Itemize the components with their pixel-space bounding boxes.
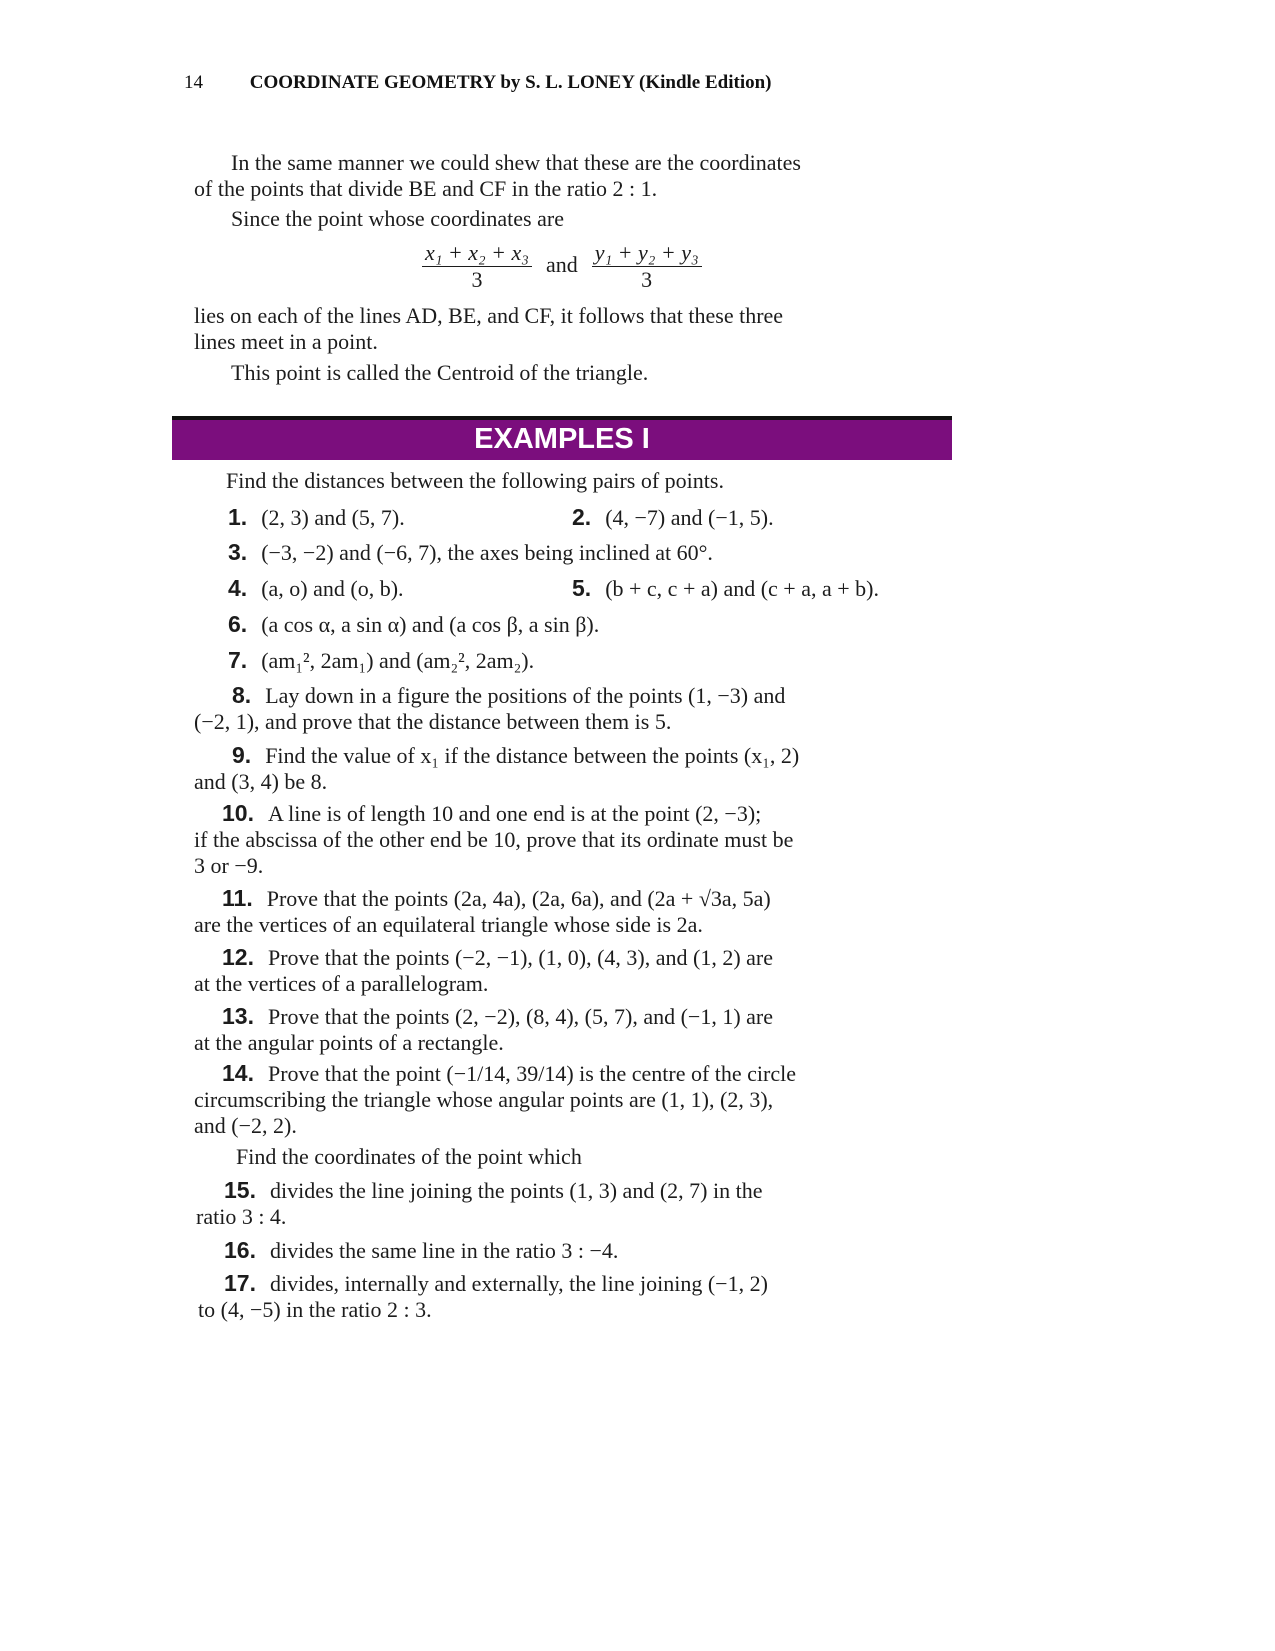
x-numerator: x₁ + x₂ + x₃	[422, 240, 532, 267]
question-number: 8.	[232, 682, 252, 708]
question-text: (a, o) and (o, b).	[261, 576, 404, 601]
question-number: 11.	[222, 885, 253, 911]
question-text: (4, −7) and (−1, 5).	[605, 505, 774, 530]
page-header	[184, 72, 772, 94]
question-line: at the vertices of a parallelogram.	[194, 971, 489, 996]
question-line: circumscribing the triangle whose angular points are (1, 1), (2, 3),	[194, 1087, 774, 1112]
question-number: 14.	[222, 1060, 254, 1086]
intro-line-4: lies on each of the lines AD, BE, and CF, it follows that these three	[194, 303, 784, 328]
question-number: 3.	[228, 539, 248, 565]
question-line: Find the value of x₁ if the distance between the points (x₁, 2)	[265, 743, 800, 768]
question-17	[198, 1270, 768, 1323]
examples-heading-2: Find the coordinates of the point which	[236, 1144, 582, 1169]
examples-banner	[172, 416, 952, 460]
question-number: 4.	[228, 575, 248, 601]
question-number: 7.	[228, 647, 248, 673]
page-number: 14	[184, 72, 203, 93]
book-title: COORDINATE GEOMETRY by S. L. LONEY (Kindle Edition)	[249, 72, 772, 93]
question-text: (a cos α, a sin α) and (a cos β, a sin β).	[261, 612, 600, 637]
question-number: 2.	[572, 504, 592, 530]
question-14	[194, 1060, 796, 1139]
question-line: Prove that the points (2a, 4a), (2a, 6a), and (2a + √3a, 5a)	[266, 886, 771, 911]
intro-line-1: In the same manner we could shew that these are the coordinates	[231, 150, 801, 175]
x-denominator: 3	[471, 267, 483, 292]
question-line: A line is of length 10 and one end is at the point (2, −3);	[267, 801, 762, 826]
intro-line-6: This point is called the Centroid of the triangle.	[231, 360, 649, 385]
question-2	[572, 504, 774, 531]
question-8	[194, 682, 785, 735]
question-number: 17.	[224, 1270, 256, 1296]
question-line: are the vertices of an equilateral triangle whose side is 2a.	[194, 912, 703, 937]
question-line: if the abscissa of the other end be 10, prove that its ordinate must be	[194, 827, 794, 852]
intro-line-3: Since the point whose coordinates are	[231, 206, 564, 231]
examples-banner-title: EXAMPLES I	[474, 423, 650, 455]
question-line: to (4, −5) in the ratio 2 : 3.	[198, 1297, 432, 1322]
intro-line-2: of the points that divide BE and CF in the ratio 2 : 1.	[194, 176, 658, 201]
question-number: 9.	[232, 742, 252, 768]
question-text: (2, 3) and (5, 7).	[261, 505, 405, 530]
question-line: (−2, 1), and prove that the distance between them is 5.	[194, 709, 672, 734]
centroid-formula	[422, 240, 702, 293]
question-number: 15.	[224, 1177, 256, 1203]
question-line: at the angular points of a rectangle.	[194, 1030, 504, 1055]
y-denominator: 3	[641, 267, 653, 292]
question-10	[194, 800, 793, 879]
question-line: 3 or −9.	[194, 853, 264, 878]
question-11	[194, 885, 771, 938]
question-line: Lay down in a figure the positions of the points (1, −3) and	[265, 683, 786, 708]
question-line: and (3, 4) be 8.	[194, 769, 328, 794]
question-3	[228, 539, 713, 566]
question-16	[224, 1237, 618, 1264]
y-numerator: y₁ + y₂ + y₃	[592, 240, 702, 267]
question-13	[194, 1003, 773, 1056]
question-number: 6.	[228, 611, 248, 637]
question-line: ratio 3 : 4.	[196, 1204, 287, 1229]
question-number: 16.	[224, 1237, 256, 1263]
formula-and: and	[545, 251, 578, 277]
examples-heading-1: Find the distances between the following pairs of points.	[226, 468, 724, 493]
question-number: 12.	[222, 944, 254, 970]
question-9	[194, 742, 799, 795]
question-line: Prove that the points (2, −2), (8, 4), (5, 7), and (−1, 1) are	[267, 1004, 774, 1029]
question-7	[228, 647, 534, 674]
question-line: Prove that the point (−1/14, 39/14) is the centre of the circle	[267, 1061, 797, 1086]
question-text: divides the same line in the ratio 3 : −4.	[269, 1238, 619, 1263]
y-fraction	[592, 240, 702, 293]
question-number: 10.	[222, 800, 254, 826]
question-text: (−3, −2) and (−6, 7), the axes being inclined at 60°.	[261, 540, 713, 565]
question-number: 13.	[222, 1003, 254, 1029]
question-line: Prove that the points (−2, −1), (1, 0), (4, 3), and (1, 2) are	[267, 945, 774, 970]
question-line: divides, internally and externally, the line joining (−1, 2)	[269, 1271, 768, 1296]
intro-line-5: lines meet in a point.	[194, 329, 378, 354]
question-12	[194, 944, 773, 997]
x-fraction	[422, 240, 532, 293]
question-text: (am₁², 2am₁) and (am₂², 2am₂).	[261, 648, 535, 673]
question-4	[228, 575, 404, 602]
question-text: (b + c, c + a) and (c + a, a + b).	[605, 576, 879, 601]
question-number: 5.	[572, 575, 592, 601]
question-line: divides the line joining the points (1, 3) and (2, 7) in the	[269, 1178, 763, 1203]
question-1	[228, 504, 405, 531]
question-line: and (−2, 2).	[194, 1113, 297, 1138]
question-5	[572, 575, 879, 602]
question-6	[228, 611, 599, 638]
question-number: 1.	[228, 504, 248, 530]
question-15	[196, 1177, 762, 1230]
